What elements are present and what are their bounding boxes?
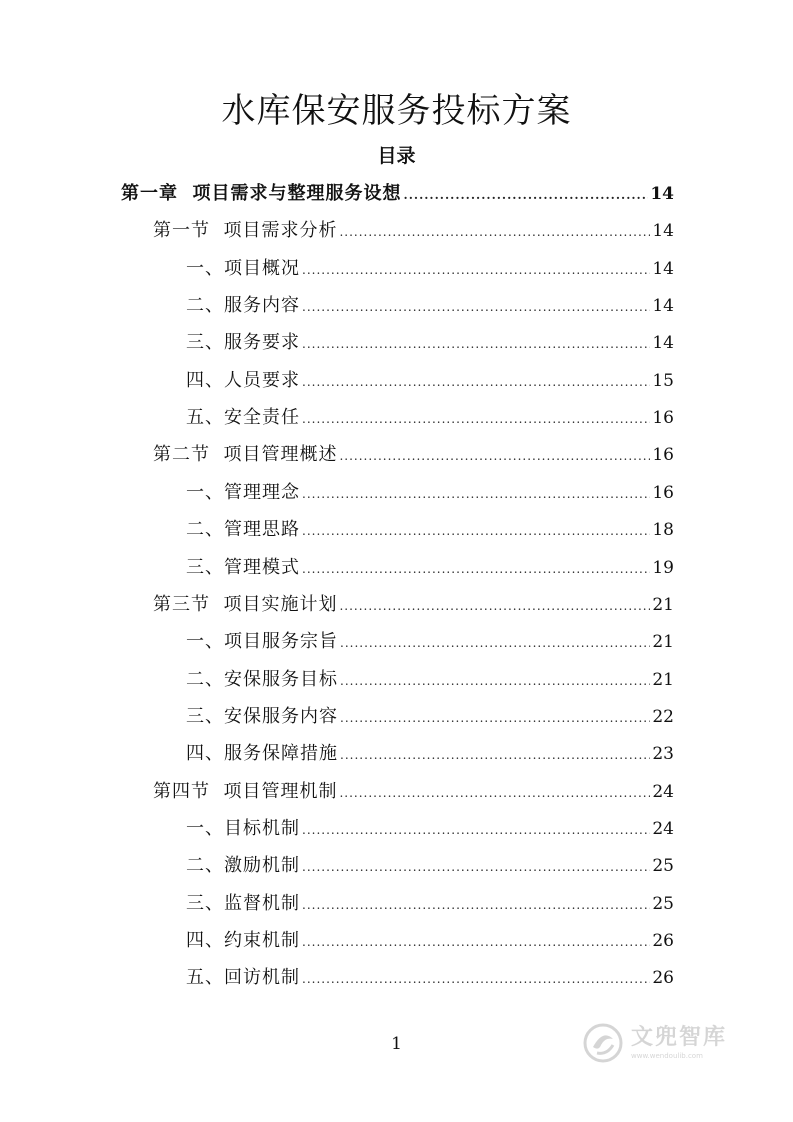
toc-entry-page: 25 — [652, 894, 674, 914]
toc-entry-page: 14 — [652, 221, 674, 241]
toc-dot-leader — [302, 513, 650, 550]
toc-entry-page: 21 — [652, 632, 674, 652]
page-number: 1 — [391, 1034, 402, 1054]
toc-entry-page: 26 — [652, 931, 674, 951]
toc-dot-leader — [302, 401, 650, 438]
toc-entry-page: 14 — [652, 333, 674, 353]
toc-dot-leader — [302, 326, 650, 363]
toc-entry[interactable] — [186, 959, 674, 996]
watermark-name: 文兜智库 — [631, 1024, 728, 1050]
toc-dot-leader — [302, 364, 650, 401]
wendou-logo-icon — [583, 1023, 623, 1063]
toc-entry[interactable] — [153, 212, 674, 249]
toc-entry[interactable] — [186, 810, 674, 847]
watermark-url: www.wendoulib.com — [631, 1051, 703, 1060]
toc-entry-page: 25 — [652, 856, 674, 876]
toc-entry-page: 24 — [652, 782, 674, 802]
toc-dot-leader — [339, 214, 650, 251]
toc-entry[interactable] — [153, 586, 674, 623]
toc-entry-label: 第四节 项目管理机制 — [153, 781, 338, 802]
toc-entry-label: 三、安保服务内容 — [186, 706, 338, 727]
toc-dot-leader — [340, 700, 650, 737]
toc-entry[interactable] — [186, 735, 674, 772]
toc-dot-leader — [302, 924, 650, 961]
toc-dot-leader — [302, 887, 650, 924]
toc-dot-leader — [302, 289, 650, 326]
toc-entry[interactable] — [153, 436, 674, 473]
toc-entry[interactable] — [186, 324, 674, 361]
toc-entry[interactable] — [186, 698, 674, 735]
toc-entry-label: 四、服务保障措施 — [186, 743, 338, 764]
toc-entry[interactable] — [186, 474, 674, 511]
toc-dot-leader — [302, 849, 650, 886]
toc-entry-label: 五、回访机制 — [186, 967, 300, 988]
toc-entry-label: 一、项目概况 — [186, 258, 300, 279]
toc-heading: 目录 — [377, 145, 416, 167]
toc-entry-label: 第二节 项目管理概述 — [153, 444, 338, 465]
toc-entry-label: 一、目标机制 — [186, 818, 300, 839]
toc-entry[interactable] — [186, 549, 674, 586]
toc-dot-leader — [302, 476, 650, 513]
toc-entry-label: 五、安全责任 — [186, 407, 300, 428]
toc-entry[interactable] — [186, 885, 674, 922]
toc-dot-leader — [302, 551, 650, 588]
toc-entry-label: 三、监督机制 — [186, 893, 300, 914]
toc-entry[interactable] — [186, 847, 674, 884]
toc-entry-label: 第三节 项目实施计划 — [153, 594, 338, 615]
toc-entry[interactable] — [121, 175, 674, 212]
toc-entry-page: 15 — [652, 371, 674, 391]
toc-dot-leader — [340, 625, 650, 662]
document-title: 水库保安服务投标方案 — [221, 91, 572, 131]
toc-dot-leader — [340, 663, 650, 700]
toc-entry-label: 三、管理模式 — [186, 557, 300, 578]
toc-entry-page: 14 — [652, 296, 674, 316]
toc-dot-leader — [404, 177, 649, 214]
toc-entry-label: 第一节 项目需求分析 — [153, 220, 338, 241]
toc-entry-label: 一、管理理念 — [186, 482, 300, 503]
toc-entry-label: 二、管理思路 — [186, 519, 300, 540]
toc-entry-label: 四、约束机制 — [186, 930, 300, 951]
toc-entry-page: 18 — [652, 520, 674, 540]
toc-entry[interactable] — [153, 773, 674, 810]
toc-entry-page: 23 — [652, 744, 674, 764]
toc-entry[interactable] — [186, 623, 674, 660]
toc-entry-page: 16 — [652, 483, 674, 503]
toc-entry-page: 19 — [652, 558, 674, 578]
toc-dot-leader — [340, 737, 650, 774]
toc-dot-leader — [339, 588, 650, 625]
toc-entry-label: 一、项目服务宗旨 — [186, 631, 338, 652]
toc-entry-label: 三、服务要求 — [186, 332, 300, 353]
toc-entry-page: 16 — [652, 445, 674, 465]
toc-entry-label: 二、激励机制 — [186, 855, 300, 876]
toc-dot-leader — [339, 438, 650, 475]
toc-entry-page: 14 — [650, 184, 674, 204]
toc-dot-leader — [302, 252, 650, 289]
toc-entry-page: 16 — [652, 408, 674, 428]
toc-entry-page: 21 — [652, 595, 674, 615]
toc-entry[interactable] — [186, 399, 674, 436]
toc-entry[interactable] — [186, 511, 674, 548]
toc-entry-label: 二、安保服务目标 — [186, 669, 338, 690]
toc-dot-leader — [339, 775, 650, 812]
toc-entry-page: 22 — [652, 707, 674, 727]
toc-entry[interactable] — [186, 362, 674, 399]
toc-entry-label: 第一章 项目需求与整理服务设想 — [121, 183, 402, 204]
toc-entry-label: 二、服务内容 — [186, 295, 300, 316]
toc-entry-page: 21 — [652, 670, 674, 690]
toc-entry[interactable] — [186, 922, 674, 959]
toc-entry[interactable] — [186, 250, 674, 287]
toc-entry-label: 四、人员要求 — [186, 370, 300, 391]
toc-dot-leader — [302, 812, 650, 849]
toc-entry[interactable] — [186, 287, 674, 324]
toc-entry-page: 24 — [652, 819, 674, 839]
toc-entry[interactable] — [186, 661, 674, 698]
toc-entry-page: 26 — [652, 968, 674, 988]
toc-dot-leader — [302, 961, 650, 998]
toc-entry-page: 14 — [652, 259, 674, 279]
watermark — [583, 1018, 768, 1068]
